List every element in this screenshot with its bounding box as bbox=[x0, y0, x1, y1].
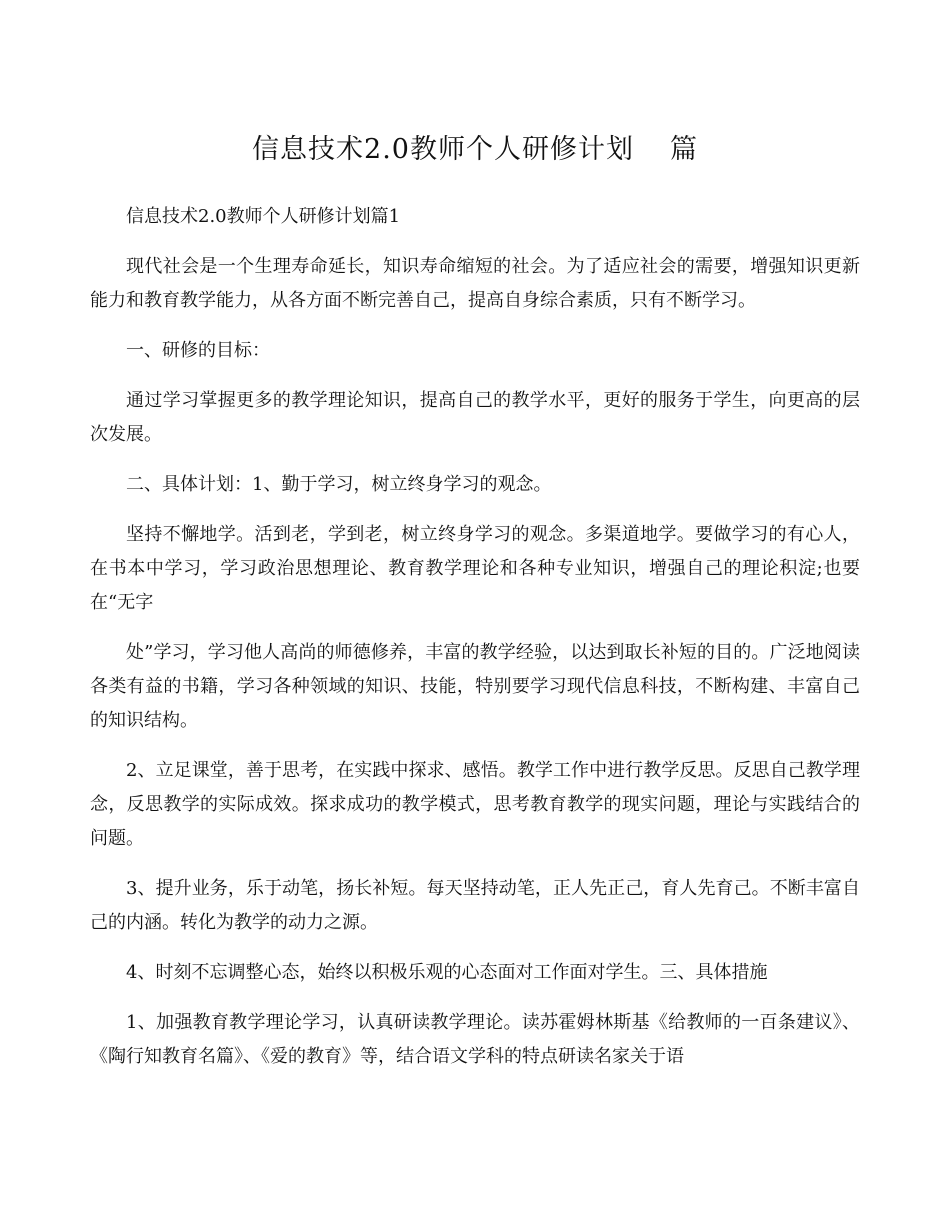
paragraph-plan-3: 3、提升业务，乐于动笔，扬长补短。每天坚持动笔，正人先正己，育人先育己。不断丰富自己的内涵。转化为教学的动力之源。 bbox=[90, 878, 860, 933]
title-suffix: 篇 bbox=[669, 134, 698, 165]
title-main: 信息技术2.0教师个人研修计划 bbox=[252, 134, 634, 165]
paragraph-plan-4: 4、时刻不忘调整心态，始终以积极乐观的心态面对工作面对学生。三、具体措施 bbox=[126, 962, 768, 983]
paragraph-section-goal: 一、研修的目标： bbox=[126, 340, 270, 361]
document-title bbox=[0, 128, 950, 172]
paragraph-section-plan: 二、具体计划：1、勤于学习，树立终身学习的观念。 bbox=[126, 474, 552, 495]
paragraph-measure-1: 1、加强教育教学理论学习，认真研读教学理论。读苏霍姆林斯基《给教师的一百条建议》、《陶行知教育名篇》、《爱的教育》等，结合语文学科的特点研读名家关于语 bbox=[90, 1012, 860, 1067]
document-body bbox=[90, 200, 860, 1090]
paragraph-heading: 信息技术2.0教师个人研修计划篇1 bbox=[126, 206, 401, 227]
paragraph-plan-1a: 坚持不懈地学。活到老，学到老，树立终身学习的观念。多渠道地学。要做学习的有心人，在书本中学习，学习政治思想理论、教育教学理论和各种专业知识，增强自己的理论积淀;也要在“无字 bbox=[90, 524, 860, 613]
paragraph-intro: 现代社会是一个生理寿命延长，知识寿命缩短的社会。为了适应社会的需要，增强知识更新能力和教育教学能力，从各方面不断完善自己，提高自身综合素质，只有不断学习。 bbox=[90, 256, 860, 311]
paragraph-plan-1b: 处”学习，学习他人高尚的师德修养，丰富的教学经验，以达到取长补短的目的。广泛地阅读各类有益的书籍，学习各种领域的知识、技能，特别要学习现代信息科技，不断构建、丰富自己的知识结构。 bbox=[90, 642, 860, 731]
paragraph-plan-2: 2、立足课堂，善于思考，在实践中探求、感悟。教学工作中进行教学反思。反思自己教学理念，反思教学的实际成效。探求成功的教学模式，思考教育教学的现实问题，理论与实践结合的问题。 bbox=[90, 760, 860, 849]
paragraph-goal: 通过学习掌握更多的教学理论知识，提高自己的教学水平，更好的服务于学生，向更高的层次发展。 bbox=[90, 390, 860, 445]
